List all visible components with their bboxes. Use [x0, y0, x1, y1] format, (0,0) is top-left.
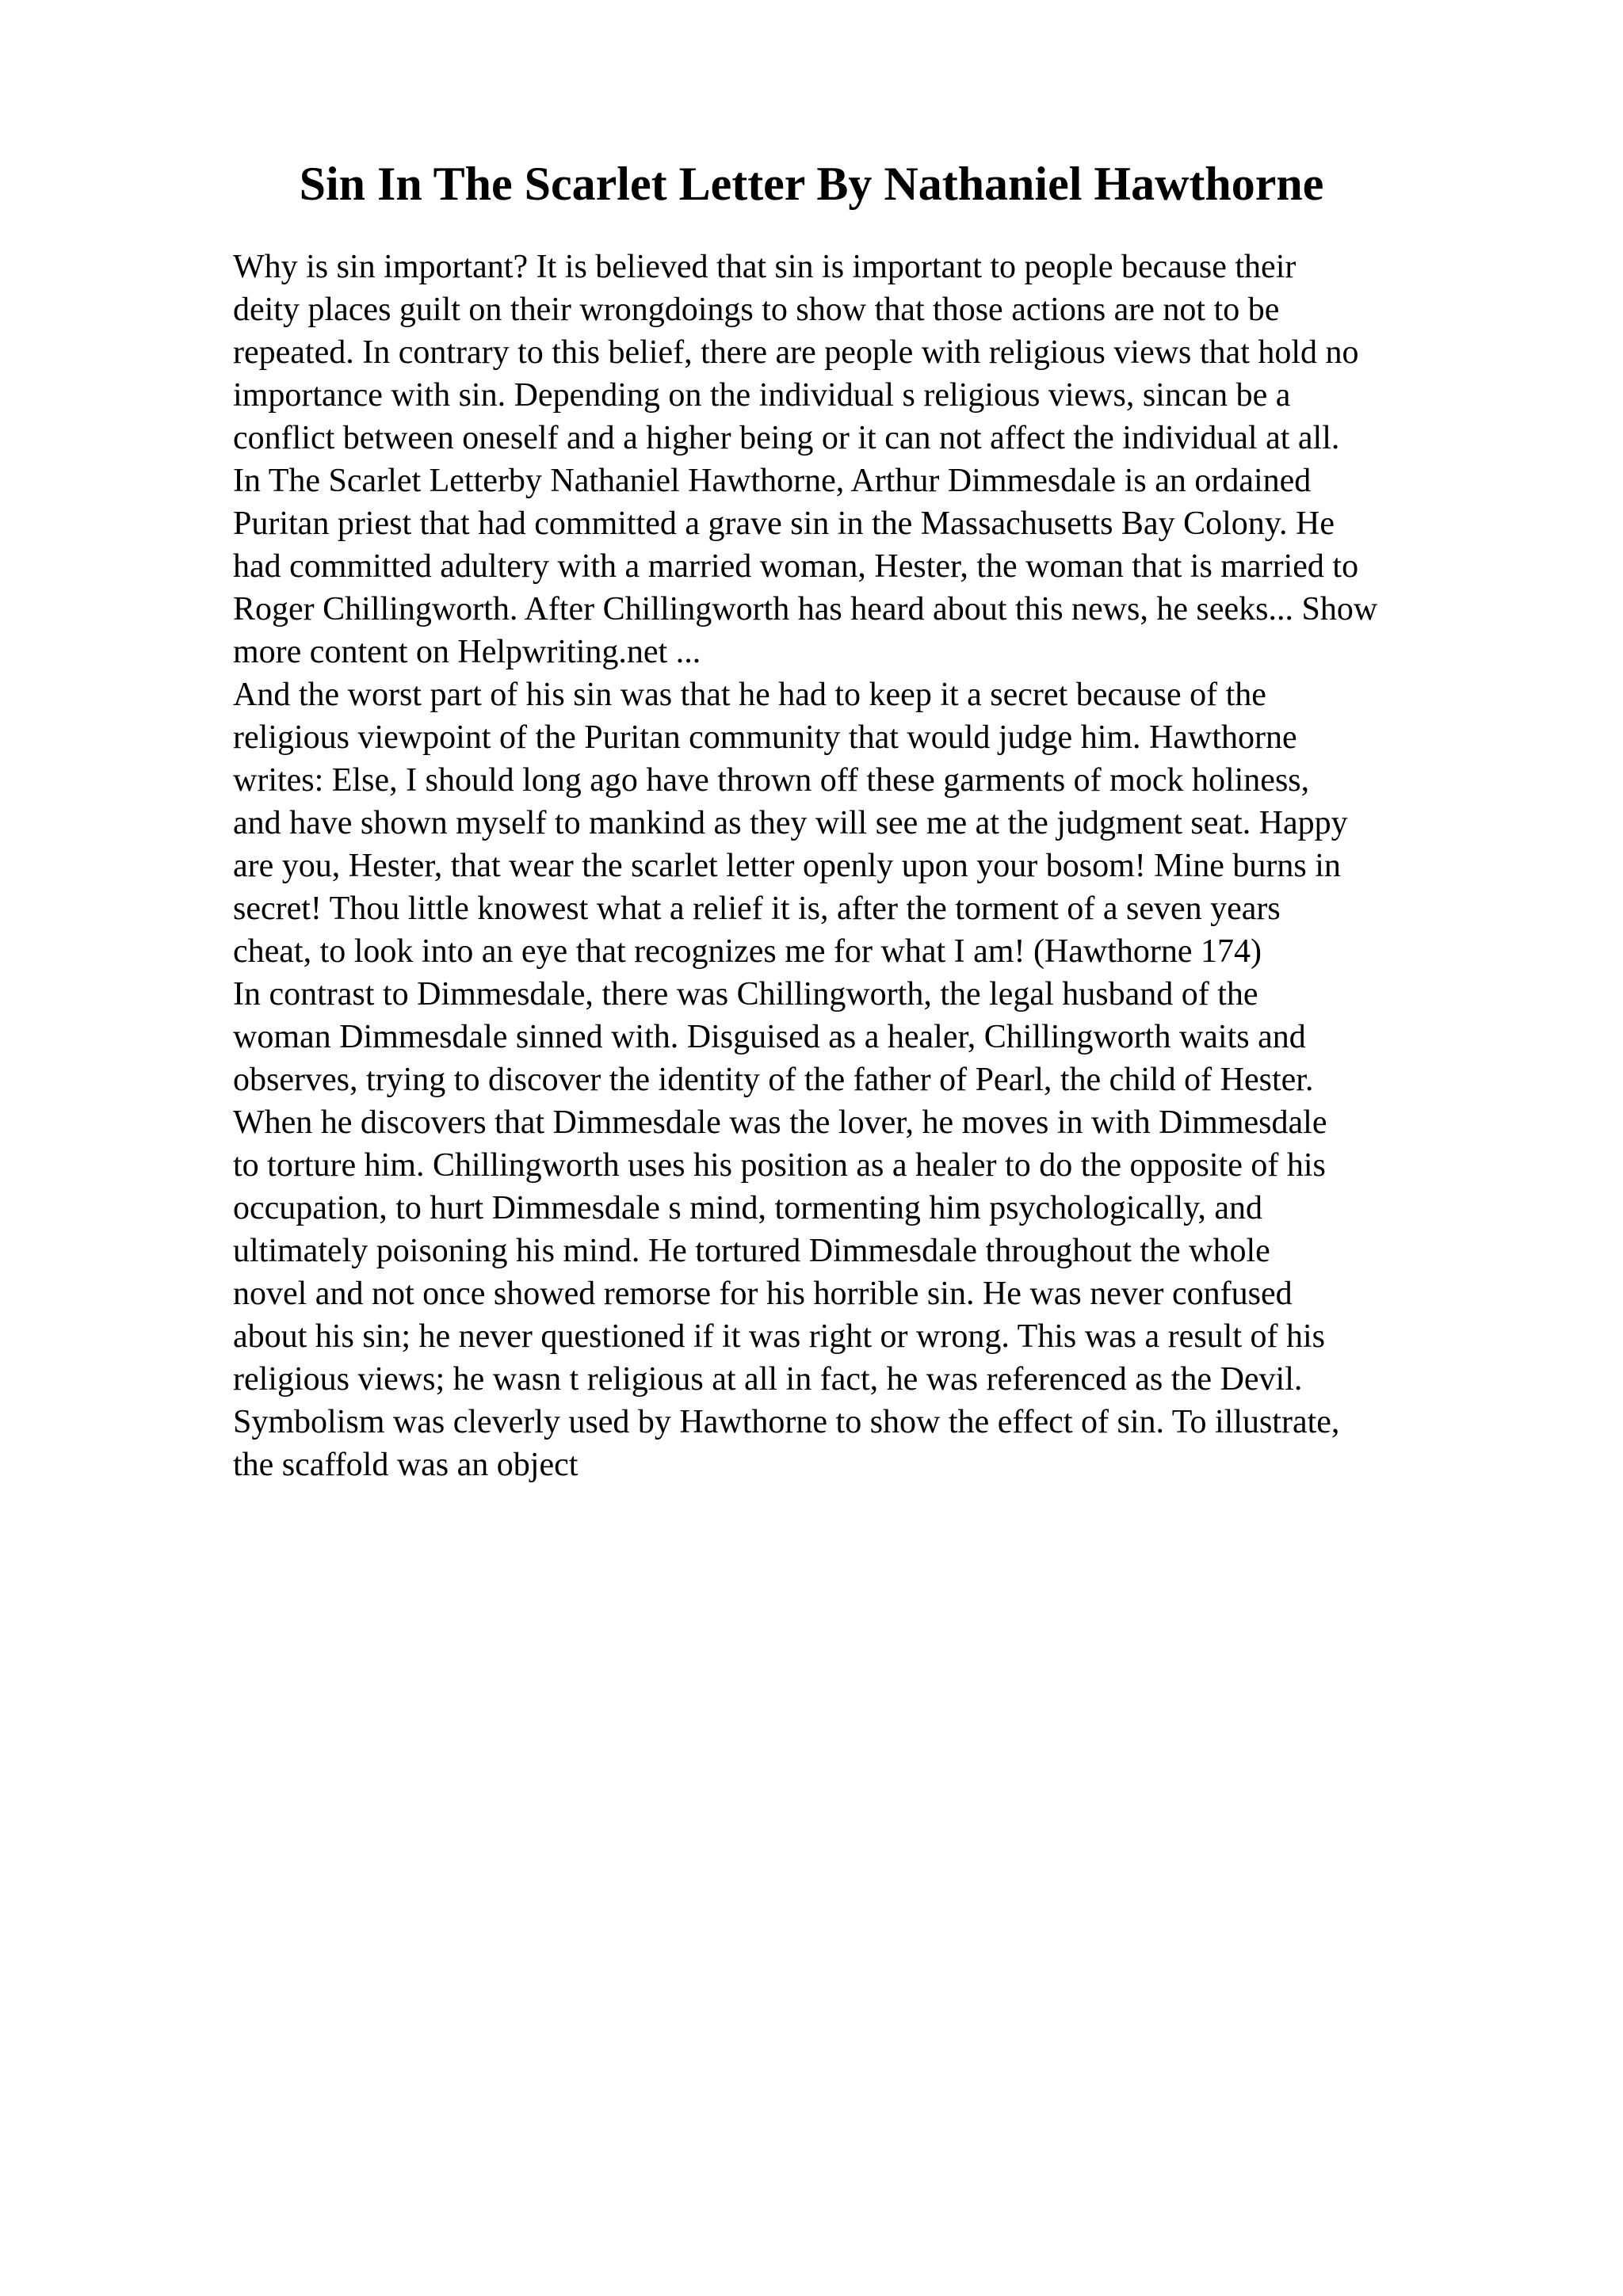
- body-line: In contrast to Dimmesdale, there was Chillingworth, the legal husband of the: [233, 976, 1258, 1013]
- body-line: about his sin; he never questioned if it was right or wrong. This was a result of his: [233, 1318, 1326, 1355]
- body-line: importance with sin. Depending on the individual s religious views, sincan be a: [233, 377, 1291, 414]
- body-line: are you, Hester, that wear the scarlet letter openly upon your bosom! Mine burns in: [233, 848, 1341, 884]
- body-line: Roger Chillingworth. After Chillingworth has heard about this news, he seeks... Show: [233, 591, 1378, 627]
- document-body: [233, 246, 1580, 1486]
- body-line: writes: Else, I should long ago have thrown off these garments of mock holiness,: [233, 762, 1310, 799]
- body-line: woman Dimmesdale sinned with. Disguised as a healer, Chillingworth waits and: [233, 1019, 1306, 1055]
- body-line: When he discovers that Dimmesdale was the lover, he moves in with Dimmesdale: [233, 1104, 1327, 1141]
- body-line: And the worst part of his sin was that he had to keep it a secret because of the: [233, 677, 1266, 713]
- body-line: In The Scarlet Letterby Nathaniel Hawthorne, Arthur Dimmesdale is an ordained: [233, 463, 1312, 499]
- body-line: cheat, to look into an eye that recognizes me for what I am! (Hawthorne 174): [233, 933, 1262, 970]
- body-line: the scaffold was an object: [233, 1447, 579, 1483]
- body-line: Symbolism was cleverly used by Hawthorne to show the effect of sin. To illustrate,: [233, 1404, 1340, 1440]
- body-line: novel and not once showed remorse for his horrible sin. He was never confused: [233, 1276, 1293, 1312]
- body-line: religious viewpoint of the Puritan community that would judge him. Hawthorne: [233, 719, 1297, 756]
- body-line: ultimately poisoning his mind. He tortured Dimmesdale throughout the whole: [233, 1233, 1270, 1269]
- body-line: Puritan priest that had committed a grave sin in the Massachusetts Bay Colony. He: [233, 505, 1335, 542]
- body-line: had committed adultery with a married woman, Hester, the woman that is married to: [233, 548, 1359, 585]
- body-line: deity places guilt on their wrongdoings to show that those actions are not to be: [233, 292, 1280, 328]
- body-line: Why is sin important? It is believed that sin is important to people because their: [233, 249, 1296, 285]
- body-line: and have shown myself to mankind as they will see me at the judgment seat. Happy: [233, 805, 1348, 841]
- body-line: observes, trying to discover the identity of the father of Pearl, the child of Hester.: [233, 1062, 1314, 1098]
- body-line: repeated. In contrary to this belief, there are people with religious views that hold no: [233, 334, 1359, 371]
- body-line: secret! Thou little knowest what a relief it is, after the torment of a seven years: [233, 891, 1281, 927]
- body-line: religious views; he wasn t religious at all in fact, he was referenced as the Devil.: [233, 1361, 1303, 1398]
- document-title: Sin In The Scarlet Letter By Nathaniel Hawthorne: [299, 158, 1324, 210]
- body-line: more content on Helpwriting.net ...: [233, 634, 701, 670]
- body-line: occupation, to hurt Dimmesdale s mind, tormenting him psychologically, and: [233, 1190, 1263, 1226]
- body-line: to torture him. Chillingworth uses his position as a healer to do the opposite of his: [233, 1147, 1326, 1184]
- body-line: conflict between oneself and a higher being or it can not affect the individual at all.: [233, 420, 1340, 456]
